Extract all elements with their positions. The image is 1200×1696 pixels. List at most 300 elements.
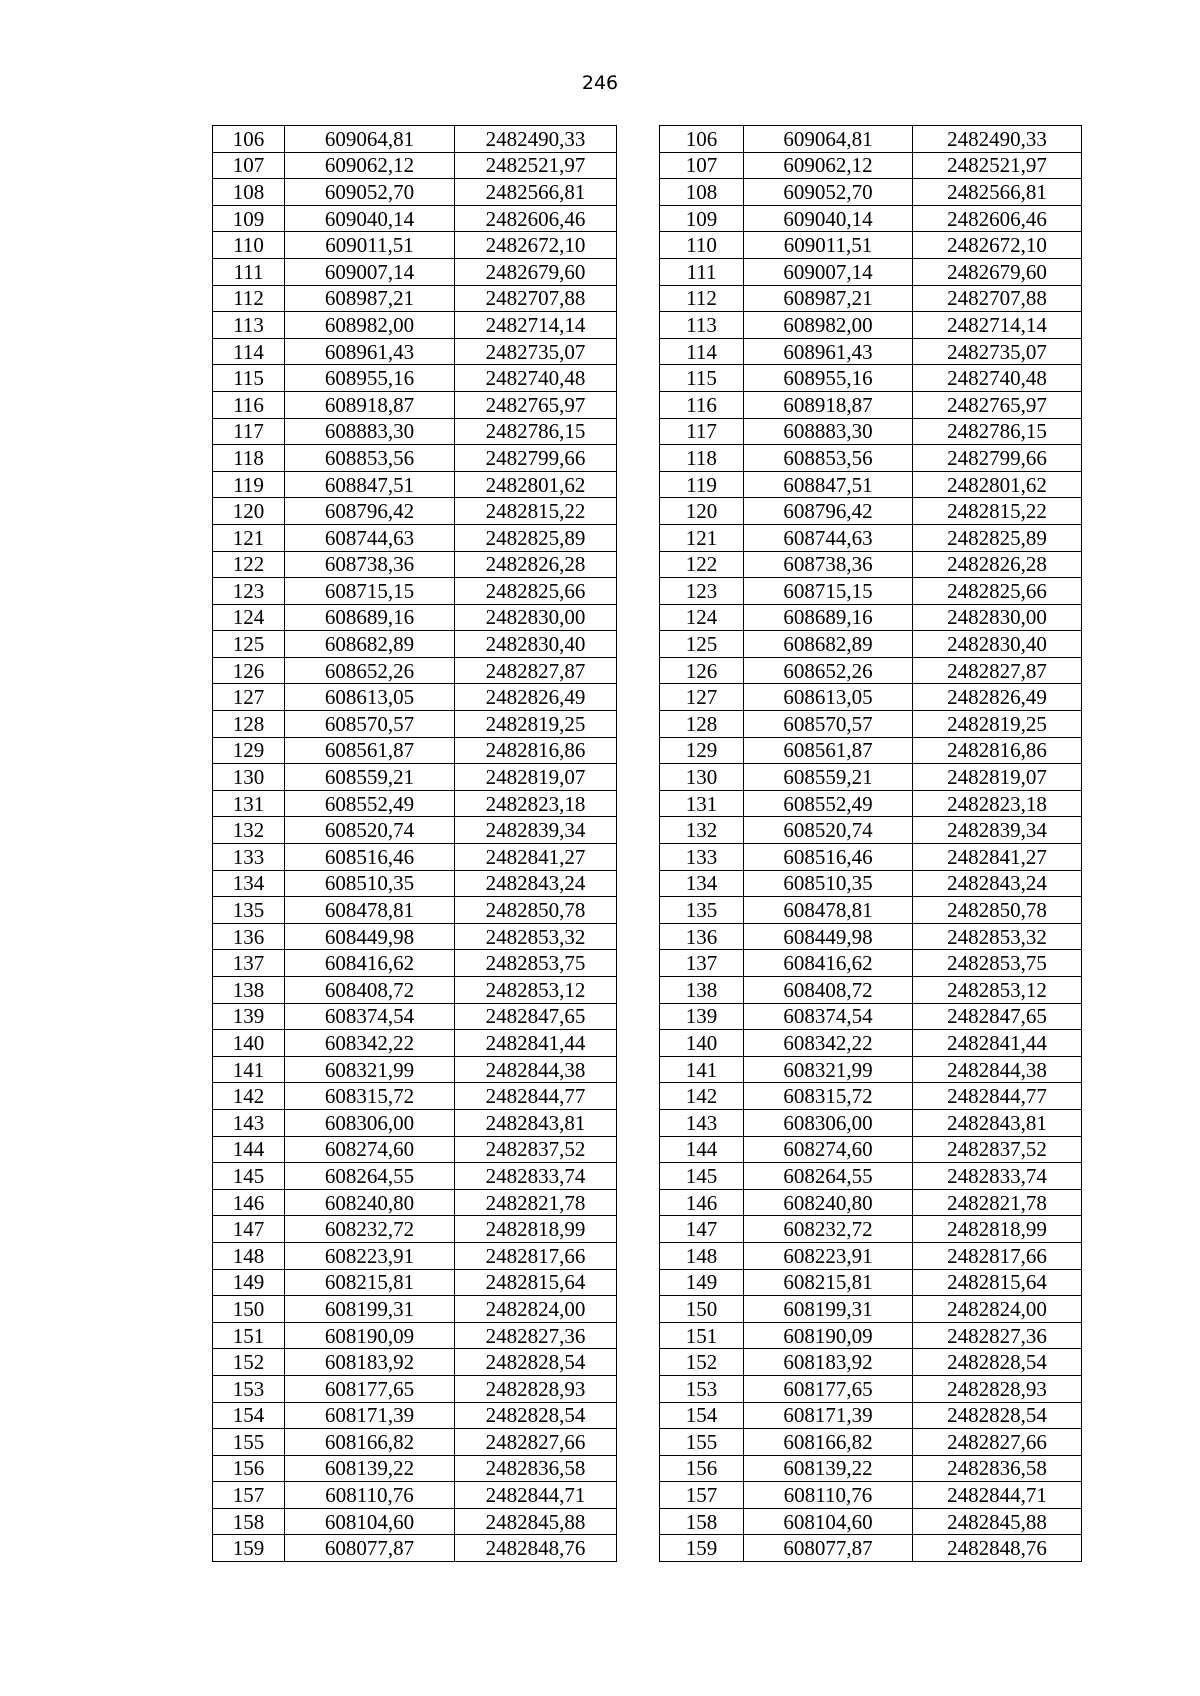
table-row (213, 790, 1082, 817)
right-point-number-cell: 128 (660, 711, 744, 738)
left-point-number-cell: 106 (213, 126, 285, 153)
column-gap (617, 1216, 660, 1243)
left-x-coordinate-cell: 608264,55 (285, 1163, 455, 1190)
left-x-coordinate-cell: 608478,81 (285, 897, 455, 924)
table-row (213, 1375, 1082, 1402)
left-point-number-cell: 138 (213, 977, 285, 1004)
table-row (213, 897, 1082, 924)
table-row (213, 657, 1082, 684)
left-x-coordinate-cell: 608183,92 (285, 1349, 455, 1376)
right-y-coordinate-cell: 2482801,62 (913, 471, 1082, 498)
left-y-coordinate-cell: 2482828,54 (455, 1349, 617, 1376)
right-y-coordinate-cell: 2482765,97 (913, 391, 1082, 418)
table-row (213, 737, 1082, 764)
column-gap (617, 844, 660, 871)
table-row (213, 365, 1082, 392)
right-x-coordinate-cell: 608961,43 (744, 338, 913, 365)
left-point-number-cell: 114 (213, 338, 285, 365)
right-x-coordinate-cell: 609040,14 (744, 205, 913, 232)
left-point-number-cell: 135 (213, 897, 285, 924)
right-x-coordinate-cell: 608847,51 (744, 471, 913, 498)
column-gap (617, 1535, 660, 1562)
right-point-number-cell: 126 (660, 657, 744, 684)
left-point-number-cell: 108 (213, 179, 285, 206)
column-gap (617, 711, 660, 738)
table-row (213, 1402, 1082, 1429)
right-y-coordinate-cell: 2482844,71 (913, 1482, 1082, 1509)
left-point-number-cell: 142 (213, 1083, 285, 1110)
column-gap (617, 338, 660, 365)
left-y-coordinate-cell: 2482818,99 (455, 1216, 617, 1243)
right-x-coordinate-cell: 608408,72 (744, 977, 913, 1004)
left-y-coordinate-cell: 2482606,46 (455, 205, 617, 232)
left-point-number-cell: 112 (213, 285, 285, 312)
left-x-coordinate-cell: 608240,80 (285, 1189, 455, 1216)
right-x-coordinate-cell: 608510,35 (744, 870, 913, 897)
left-x-coordinate-cell: 608613,05 (285, 684, 455, 711)
right-y-coordinate-cell: 2482735,07 (913, 338, 1082, 365)
left-point-number-cell: 149 (213, 1269, 285, 1296)
left-point-number-cell: 157 (213, 1482, 285, 1509)
left-point-number-cell: 130 (213, 764, 285, 791)
left-point-number-cell: 141 (213, 1056, 285, 1083)
right-y-coordinate-cell: 2482841,44 (913, 1030, 1082, 1057)
left-y-coordinate-cell: 2482843,24 (455, 870, 617, 897)
right-x-coordinate-cell: 608520,74 (744, 817, 913, 844)
left-point-number-cell: 126 (213, 657, 285, 684)
right-y-coordinate-cell: 2482815,22 (913, 498, 1082, 525)
right-x-coordinate-cell: 608449,98 (744, 923, 913, 950)
left-y-coordinate-cell: 2482735,07 (455, 338, 617, 365)
right-point-number-cell: 135 (660, 897, 744, 924)
right-point-number-cell: 144 (660, 1136, 744, 1163)
right-y-coordinate-cell: 2482707,88 (913, 285, 1082, 312)
left-y-coordinate-cell: 2482825,89 (455, 524, 617, 551)
left-x-coordinate-cell: 608416,62 (285, 950, 455, 977)
right-y-coordinate-cell: 2482844,77 (913, 1083, 1082, 1110)
right-x-coordinate-cell: 608738,36 (744, 551, 913, 578)
column-gap (617, 950, 660, 977)
right-x-coordinate-cell: 608232,72 (744, 1216, 913, 1243)
left-point-number-cell: 137 (213, 950, 285, 977)
right-y-coordinate-cell: 2482818,99 (913, 1216, 1082, 1243)
right-x-coordinate-cell: 608416,62 (744, 950, 913, 977)
left-x-coordinate-cell: 608961,43 (285, 338, 455, 365)
right-y-coordinate-cell: 2482679,60 (913, 258, 1082, 285)
left-y-coordinate-cell: 2482817,66 (455, 1242, 617, 1269)
left-y-coordinate-cell: 2482841,27 (455, 844, 617, 871)
left-x-coordinate-cell: 608987,21 (285, 285, 455, 312)
table-row (213, 631, 1082, 658)
left-y-coordinate-cell: 2482828,93 (455, 1375, 617, 1402)
right-point-number-cell: 143 (660, 1109, 744, 1136)
table-row (213, 923, 1082, 950)
left-x-coordinate-cell: 608321,99 (285, 1056, 455, 1083)
column-gap (617, 126, 660, 153)
right-y-coordinate-cell: 2482824,00 (913, 1296, 1082, 1323)
left-x-coordinate-cell: 608077,87 (285, 1535, 455, 1562)
right-point-number-cell: 156 (660, 1455, 744, 1482)
left-y-coordinate-cell: 2482845,88 (455, 1508, 617, 1535)
right-point-number-cell: 153 (660, 1375, 744, 1402)
right-y-coordinate-cell: 2482853,32 (913, 923, 1082, 950)
right-y-coordinate-cell: 2482827,36 (913, 1322, 1082, 1349)
left-y-coordinate-cell: 2482815,64 (455, 1269, 617, 1296)
left-point-number-cell: 115 (213, 365, 285, 392)
left-point-number-cell: 134 (213, 870, 285, 897)
left-point-number-cell: 158 (213, 1508, 285, 1535)
table-row (213, 1349, 1082, 1376)
right-y-coordinate-cell: 2482827,66 (913, 1429, 1082, 1456)
right-x-coordinate-cell: 608982,00 (744, 312, 913, 339)
left-point-number-cell: 156 (213, 1455, 285, 1482)
column-gap (617, 418, 660, 445)
right-y-coordinate-cell: 2482843,24 (913, 870, 1082, 897)
right-point-number-cell: 134 (660, 870, 744, 897)
column-gap (617, 1349, 660, 1376)
left-x-coordinate-cell: 608190,09 (285, 1322, 455, 1349)
column-gap (617, 684, 660, 711)
right-point-number-cell: 122 (660, 551, 744, 578)
column-gap (617, 1242, 660, 1269)
table-row (213, 1163, 1082, 1190)
column-gap (617, 737, 660, 764)
column-gap (617, 923, 660, 950)
column-gap (617, 604, 660, 631)
left-x-coordinate-cell: 608177,65 (285, 1375, 455, 1402)
table-row (213, 1535, 1082, 1562)
right-x-coordinate-cell: 608559,21 (744, 764, 913, 791)
left-y-coordinate-cell: 2482848,76 (455, 1535, 617, 1562)
table-row (213, 1455, 1082, 1482)
right-point-number-cell: 154 (660, 1402, 744, 1429)
right-x-coordinate-cell: 608715,15 (744, 578, 913, 605)
table-row (213, 711, 1082, 738)
right-y-coordinate-cell: 2482490,33 (913, 126, 1082, 153)
right-x-coordinate-cell: 608552,49 (744, 790, 913, 817)
left-x-coordinate-cell: 608171,39 (285, 1402, 455, 1429)
left-x-coordinate-cell: 608408,72 (285, 977, 455, 1004)
column-gap (617, 445, 660, 472)
left-y-coordinate-cell: 2482566,81 (455, 179, 617, 206)
right-y-coordinate-cell: 2482827,87 (913, 657, 1082, 684)
right-x-coordinate-cell: 608274,60 (744, 1136, 913, 1163)
left-point-number-cell: 132 (213, 817, 285, 844)
coordinates-table-body (213, 126, 1082, 1562)
left-point-number-cell: 110 (213, 232, 285, 259)
left-x-coordinate-cell: 608796,42 (285, 498, 455, 525)
left-point-number-cell: 111 (213, 258, 285, 285)
left-y-coordinate-cell: 2482827,36 (455, 1322, 617, 1349)
table-row (213, 764, 1082, 791)
column-gap (617, 391, 660, 418)
right-x-coordinate-cell: 608306,00 (744, 1109, 913, 1136)
right-y-coordinate-cell: 2482606,46 (913, 205, 1082, 232)
right-point-number-cell: 109 (660, 205, 744, 232)
left-point-number-cell: 113 (213, 312, 285, 339)
right-x-coordinate-cell: 608689,16 (744, 604, 913, 631)
left-x-coordinate-cell: 609011,51 (285, 232, 455, 259)
table-row (213, 1216, 1082, 1243)
table-row (213, 1482, 1082, 1509)
right-y-coordinate-cell: 2482786,15 (913, 418, 1082, 445)
table-row (213, 179, 1082, 206)
left-x-coordinate-cell: 608232,72 (285, 1216, 455, 1243)
left-y-coordinate-cell: 2482843,81 (455, 1109, 617, 1136)
right-point-number-cell: 132 (660, 817, 744, 844)
table-row (213, 1109, 1082, 1136)
right-point-number-cell: 139 (660, 1003, 744, 1030)
left-x-coordinate-cell: 608306,00 (285, 1109, 455, 1136)
column-gap (617, 1136, 660, 1163)
right-y-coordinate-cell: 2482845,88 (913, 1508, 1082, 1535)
left-x-coordinate-cell: 608552,49 (285, 790, 455, 817)
right-x-coordinate-cell: 608110,76 (744, 1482, 913, 1509)
left-y-coordinate-cell: 2482826,28 (455, 551, 617, 578)
right-x-coordinate-cell: 608796,42 (744, 498, 913, 525)
left-y-coordinate-cell: 2482825,66 (455, 578, 617, 605)
table-row (213, 1056, 1082, 1083)
right-x-coordinate-cell: 608190,09 (744, 1322, 913, 1349)
table-row (213, 418, 1082, 445)
left-y-coordinate-cell: 2482799,66 (455, 445, 617, 472)
table-row (213, 471, 1082, 498)
right-x-coordinate-cell: 609007,14 (744, 258, 913, 285)
column-gap (617, 1163, 660, 1190)
right-y-coordinate-cell: 2482740,48 (913, 365, 1082, 392)
right-y-coordinate-cell: 2482841,27 (913, 844, 1082, 871)
right-point-number-cell: 123 (660, 578, 744, 605)
column-gap (617, 897, 660, 924)
right-y-coordinate-cell: 2482825,66 (913, 578, 1082, 605)
left-x-coordinate-cell: 608847,51 (285, 471, 455, 498)
right-point-number-cell: 121 (660, 524, 744, 551)
right-x-coordinate-cell: 608342,22 (744, 1030, 913, 1057)
right-y-coordinate-cell: 2482816,86 (913, 737, 1082, 764)
table-row (213, 1083, 1082, 1110)
left-x-coordinate-cell: 608570,57 (285, 711, 455, 738)
left-y-coordinate-cell: 2482830,40 (455, 631, 617, 658)
column-gap (617, 498, 660, 525)
table-row (213, 338, 1082, 365)
left-point-number-cell: 120 (213, 498, 285, 525)
left-y-coordinate-cell: 2482819,07 (455, 764, 617, 791)
left-point-number-cell: 152 (213, 1349, 285, 1376)
right-y-coordinate-cell: 2482850,78 (913, 897, 1082, 924)
column-gap (617, 205, 660, 232)
right-y-coordinate-cell: 2482819,25 (913, 711, 1082, 738)
left-x-coordinate-cell: 608342,22 (285, 1030, 455, 1057)
left-y-coordinate-cell: 2482828,54 (455, 1402, 617, 1429)
right-y-coordinate-cell: 2482833,74 (913, 1163, 1082, 1190)
left-point-number-cell: 116 (213, 391, 285, 418)
right-x-coordinate-cell: 608166,82 (744, 1429, 913, 1456)
right-point-number-cell: 158 (660, 1508, 744, 1535)
table-row (213, 312, 1082, 339)
left-point-number-cell: 150 (213, 1296, 285, 1323)
right-x-coordinate-cell: 608918,87 (744, 391, 913, 418)
right-y-coordinate-cell: 2482848,76 (913, 1535, 1082, 1562)
left-x-coordinate-cell: 608520,74 (285, 817, 455, 844)
column-gap (617, 1429, 660, 1456)
left-y-coordinate-cell: 2482837,52 (455, 1136, 617, 1163)
left-x-coordinate-cell: 608374,54 (285, 1003, 455, 1030)
table-row (213, 498, 1082, 525)
right-x-coordinate-cell: 609062,12 (744, 152, 913, 179)
table-row (213, 551, 1082, 578)
table-row (213, 285, 1082, 312)
right-point-number-cell: 147 (660, 1216, 744, 1243)
right-point-number-cell: 120 (660, 498, 744, 525)
left-y-coordinate-cell: 2482816,86 (455, 737, 617, 764)
right-x-coordinate-cell: 608321,99 (744, 1056, 913, 1083)
column-gap (617, 1508, 660, 1535)
left-y-coordinate-cell: 2482833,74 (455, 1163, 617, 1190)
column-gap (617, 232, 660, 259)
left-x-coordinate-cell: 608139,22 (285, 1455, 455, 1482)
right-y-coordinate-cell: 2482566,81 (913, 179, 1082, 206)
column-gap (617, 312, 660, 339)
right-point-number-cell: 114 (660, 338, 744, 365)
right-x-coordinate-cell: 608215,81 (744, 1269, 913, 1296)
left-x-coordinate-cell: 608274,60 (285, 1136, 455, 1163)
right-x-coordinate-cell: 608077,87 (744, 1535, 913, 1562)
right-x-coordinate-cell: 609064,81 (744, 126, 913, 153)
left-point-number-cell: 131 (213, 790, 285, 817)
left-x-coordinate-cell: 608215,81 (285, 1269, 455, 1296)
left-x-coordinate-cell: 608315,72 (285, 1083, 455, 1110)
right-y-coordinate-cell: 2482847,65 (913, 1003, 1082, 1030)
left-x-coordinate-cell: 608516,46 (285, 844, 455, 871)
left-point-number-cell: 119 (213, 471, 285, 498)
right-x-coordinate-cell: 609052,70 (744, 179, 913, 206)
left-point-number-cell: 140 (213, 1030, 285, 1057)
table-row (213, 1189, 1082, 1216)
table-row (213, 977, 1082, 1004)
right-point-number-cell: 142 (660, 1083, 744, 1110)
left-x-coordinate-cell: 608199,31 (285, 1296, 455, 1323)
left-x-coordinate-cell: 608166,82 (285, 1429, 455, 1456)
table-row (213, 258, 1082, 285)
right-point-number-cell: 111 (660, 258, 744, 285)
left-y-coordinate-cell: 2482827,87 (455, 657, 617, 684)
left-point-number-cell: 155 (213, 1429, 285, 1456)
left-point-number-cell: 129 (213, 737, 285, 764)
left-x-coordinate-cell: 608738,36 (285, 551, 455, 578)
left-x-coordinate-cell: 608559,21 (285, 764, 455, 791)
left-y-coordinate-cell: 2482714,14 (455, 312, 617, 339)
column-gap (617, 551, 660, 578)
right-point-number-cell: 130 (660, 764, 744, 791)
right-x-coordinate-cell: 608955,16 (744, 365, 913, 392)
left-y-coordinate-cell: 2482844,38 (455, 1056, 617, 1083)
left-x-coordinate-cell: 608982,00 (285, 312, 455, 339)
right-x-coordinate-cell: 608516,46 (744, 844, 913, 871)
right-x-coordinate-cell: 608682,89 (744, 631, 913, 658)
right-point-number-cell: 124 (660, 604, 744, 631)
left-x-coordinate-cell: 608918,87 (285, 391, 455, 418)
right-x-coordinate-cell: 608374,54 (744, 1003, 913, 1030)
table-row (213, 1269, 1082, 1296)
left-point-number-cell: 122 (213, 551, 285, 578)
left-y-coordinate-cell: 2482844,71 (455, 1482, 617, 1509)
left-point-number-cell: 139 (213, 1003, 285, 1030)
right-x-coordinate-cell: 608315,72 (744, 1083, 913, 1110)
right-x-coordinate-cell: 608613,05 (744, 684, 913, 711)
column-gap (617, 870, 660, 897)
right-point-number-cell: 136 (660, 923, 744, 950)
left-y-coordinate-cell: 2482850,78 (455, 897, 617, 924)
right-x-coordinate-cell: 608264,55 (744, 1163, 913, 1190)
left-point-number-cell: 145 (213, 1163, 285, 1190)
left-y-coordinate-cell: 2482824,00 (455, 1296, 617, 1323)
table-row (213, 578, 1082, 605)
right-x-coordinate-cell: 608478,81 (744, 897, 913, 924)
column-gap (617, 1003, 660, 1030)
right-y-coordinate-cell: 2482828,54 (913, 1349, 1082, 1376)
column-gap (617, 1322, 660, 1349)
left-x-coordinate-cell: 608561,87 (285, 737, 455, 764)
column-gap (617, 1482, 660, 1509)
table-row (213, 445, 1082, 472)
table-row (213, 391, 1082, 418)
table-row (213, 817, 1082, 844)
table-row (213, 524, 1082, 551)
left-x-coordinate-cell: 609064,81 (285, 126, 455, 153)
left-point-number-cell: 146 (213, 1189, 285, 1216)
right-y-coordinate-cell: 2482843,81 (913, 1109, 1082, 1136)
right-point-number-cell: 155 (660, 1429, 744, 1456)
table-row (213, 1296, 1082, 1323)
left-x-coordinate-cell: 608883,30 (285, 418, 455, 445)
table-row (213, 1429, 1082, 1456)
page-number: 246 (581, 72, 619, 94)
right-y-coordinate-cell: 2482830,00 (913, 604, 1082, 631)
column-gap (617, 524, 660, 551)
right-point-number-cell: 157 (660, 1482, 744, 1509)
right-point-number-cell: 113 (660, 312, 744, 339)
left-point-number-cell: 147 (213, 1216, 285, 1243)
left-point-number-cell: 107 (213, 152, 285, 179)
column-gap (617, 179, 660, 206)
table-row (213, 232, 1082, 259)
table-row (213, 1508, 1082, 1535)
left-y-coordinate-cell: 2482844,77 (455, 1083, 617, 1110)
column-gap (617, 1109, 660, 1136)
left-y-coordinate-cell: 2482827,66 (455, 1429, 617, 1456)
left-y-coordinate-cell: 2482765,97 (455, 391, 617, 418)
right-x-coordinate-cell: 608104,60 (744, 1508, 913, 1535)
left-y-coordinate-cell: 2482679,60 (455, 258, 617, 285)
right-point-number-cell: 131 (660, 790, 744, 817)
right-x-coordinate-cell: 608987,21 (744, 285, 913, 312)
right-x-coordinate-cell: 608183,92 (744, 1349, 913, 1376)
column-gap (617, 1402, 660, 1429)
left-point-number-cell: 159 (213, 1535, 285, 1562)
left-x-coordinate-cell: 608110,76 (285, 1482, 455, 1509)
left-point-number-cell: 128 (213, 711, 285, 738)
left-point-number-cell: 143 (213, 1109, 285, 1136)
right-point-number-cell: 110 (660, 232, 744, 259)
right-point-number-cell: 118 (660, 445, 744, 472)
right-point-number-cell: 149 (660, 1269, 744, 1296)
left-y-coordinate-cell: 2482841,44 (455, 1030, 617, 1057)
right-y-coordinate-cell: 2482826,49 (913, 684, 1082, 711)
right-point-number-cell: 148 (660, 1242, 744, 1269)
right-point-number-cell: 108 (660, 179, 744, 206)
left-y-coordinate-cell: 2482836,58 (455, 1455, 617, 1482)
right-y-coordinate-cell: 2482844,38 (913, 1056, 1082, 1083)
